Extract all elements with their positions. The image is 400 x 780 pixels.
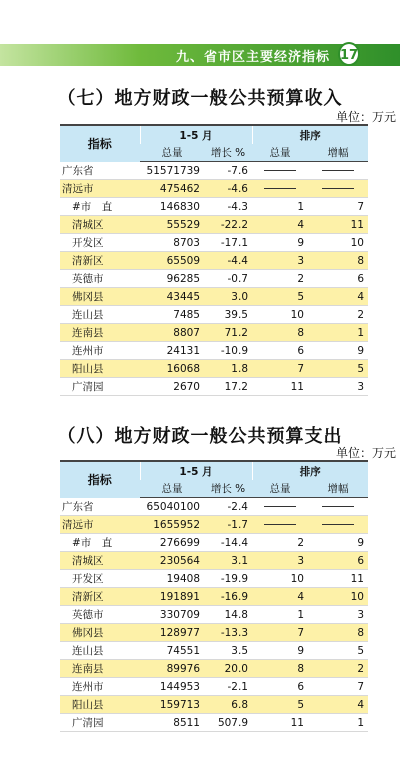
cell-rank-growth: 8 bbox=[308, 624, 368, 642]
cell-rank-growth bbox=[308, 180, 368, 198]
header-total: 总量 bbox=[140, 144, 204, 162]
cell-rank-growth: 3 bbox=[308, 378, 368, 396]
cell-rank-total: 1 bbox=[252, 198, 308, 216]
cell-growth: 14.8 bbox=[204, 606, 252, 624]
table-row bbox=[60, 588, 368, 606]
cell-name: 连南县 bbox=[60, 324, 140, 342]
cell-rank-total: 2 bbox=[252, 270, 308, 288]
cell-rank-growth: 10 bbox=[308, 234, 368, 252]
cell-rank-total: 1 bbox=[252, 606, 308, 624]
cell-growth: -4.4 bbox=[204, 252, 252, 270]
table-row bbox=[60, 714, 368, 732]
cell-growth: 3.1 bbox=[204, 552, 252, 570]
cell-rank-total bbox=[252, 162, 308, 180]
cell-growth: -4.6 bbox=[204, 180, 252, 198]
cell-total: 55529 bbox=[140, 216, 204, 234]
header-rank-total: 总量 bbox=[252, 480, 308, 498]
cell-rank-growth: 3 bbox=[308, 606, 368, 624]
cell-name: 广东省 bbox=[60, 162, 140, 180]
cell-total: 276699 bbox=[140, 534, 204, 552]
cell-total: 2670 bbox=[140, 378, 204, 396]
cell-rank-total: 4 bbox=[252, 216, 308, 234]
cell-rank-total: 11 bbox=[252, 378, 308, 396]
cell-growth: -16.9 bbox=[204, 588, 252, 606]
cell-name: 开发区 bbox=[60, 234, 140, 252]
cell-rank-growth: 7 bbox=[308, 678, 368, 696]
header-ranking: 排序 bbox=[252, 461, 368, 480]
cell-growth: 20.0 bbox=[204, 660, 252, 678]
cell-name: #市 直 bbox=[60, 198, 140, 216]
cell-rank-growth: 9 bbox=[308, 534, 368, 552]
cell-rank-total: 11 bbox=[252, 714, 308, 732]
cell-total: 159713 bbox=[140, 696, 204, 714]
cell-rank-total: 2 bbox=[252, 534, 308, 552]
cell-rank-total: 7 bbox=[252, 624, 308, 642]
cell-rank-total: 5 bbox=[252, 288, 308, 306]
cell-rank-growth: 9 bbox=[308, 342, 368, 360]
cell-rank-total: 9 bbox=[252, 642, 308, 660]
cell-rank-growth: 11 bbox=[308, 216, 368, 234]
table-row bbox=[60, 678, 368, 696]
cell-name: 清城区 bbox=[60, 552, 140, 570]
cell-growth: -13.3 bbox=[204, 624, 252, 642]
cell-name: 阳山县 bbox=[60, 696, 140, 714]
cell-growth: -10.9 bbox=[204, 342, 252, 360]
table-row bbox=[60, 162, 368, 180]
header-rank-growth: 增幅 bbox=[308, 480, 368, 498]
cell-rank-growth bbox=[308, 162, 368, 180]
cell-name: 清远市 bbox=[60, 180, 140, 198]
cell-name: 清城区 bbox=[60, 216, 140, 234]
header-ranking: 排序 bbox=[252, 125, 368, 144]
table-row bbox=[60, 660, 368, 678]
cell-total: 8511 bbox=[140, 714, 204, 732]
cell-name: 清新区 bbox=[60, 588, 140, 606]
cell-rank-growth: 1 bbox=[308, 714, 368, 732]
cell-total: 89976 bbox=[140, 660, 204, 678]
not-applicable-dash bbox=[264, 524, 296, 525]
cell-growth: -1.7 bbox=[204, 516, 252, 534]
header-indicator: 指标 bbox=[60, 461, 140, 498]
not-applicable-dash bbox=[264, 506, 296, 507]
cell-name: 开发区 bbox=[60, 570, 140, 588]
cell-total: 65040100 bbox=[140, 498, 204, 516]
cell-total: 65509 bbox=[140, 252, 204, 270]
section1-unit: 单位：万元 bbox=[335, 110, 396, 124]
cell-total: 128977 bbox=[140, 624, 204, 642]
cell-rank-total: 4 bbox=[252, 588, 308, 606]
cell-rank-growth: 5 bbox=[308, 360, 368, 378]
table-row bbox=[60, 552, 368, 570]
cell-growth: -0.7 bbox=[204, 270, 252, 288]
cell-total: 475462 bbox=[140, 180, 204, 198]
cell-rank-total: 8 bbox=[252, 660, 308, 678]
cell-name: 清远市 bbox=[60, 516, 140, 534]
cell-growth: 6.8 bbox=[204, 696, 252, 714]
header-period: 1-5 月 bbox=[140, 461, 252, 480]
table-row bbox=[60, 306, 368, 324]
not-applicable-dash bbox=[264, 188, 296, 189]
cell-total: 330709 bbox=[140, 606, 204, 624]
cell-rank-growth: 7 bbox=[308, 198, 368, 216]
cell-growth: -7.6 bbox=[204, 162, 252, 180]
cell-total: 96285 bbox=[140, 270, 204, 288]
cell-total: 7485 bbox=[140, 306, 204, 324]
header-rank-growth: 增幅 bbox=[308, 144, 368, 162]
cell-rank-total: 6 bbox=[252, 342, 308, 360]
cell-name: 英德市 bbox=[60, 606, 140, 624]
cell-name: 佛冈县 bbox=[60, 288, 140, 306]
cell-rank-growth bbox=[308, 516, 368, 534]
table-row bbox=[60, 498, 368, 516]
cell-growth: 71.2 bbox=[204, 324, 252, 342]
table-row bbox=[60, 378, 368, 396]
cell-rank-growth: 4 bbox=[308, 696, 368, 714]
cell-rank-growth: 11 bbox=[308, 570, 368, 588]
not-applicable-dash bbox=[322, 524, 354, 525]
cell-growth: -14.4 bbox=[204, 534, 252, 552]
cell-total: 146830 bbox=[140, 198, 204, 216]
cell-rank-growth: 6 bbox=[308, 270, 368, 288]
header-total: 总量 bbox=[140, 480, 204, 498]
cell-total: 230564 bbox=[140, 552, 204, 570]
cell-rank-growth bbox=[308, 498, 368, 516]
cell-rank-total: 10 bbox=[252, 570, 308, 588]
expenditure-table-body bbox=[60, 498, 368, 732]
cell-total: 1655952 bbox=[140, 516, 204, 534]
cell-total: 144953 bbox=[140, 678, 204, 696]
cell-growth: -2.1 bbox=[204, 678, 252, 696]
cell-rank-growth: 10 bbox=[308, 588, 368, 606]
section2-unit: 单位：万元 bbox=[335, 446, 396, 460]
cell-name: 连南县 bbox=[60, 660, 140, 678]
cell-name: 广清园 bbox=[60, 714, 140, 732]
table-row bbox=[60, 696, 368, 714]
not-applicable-dash bbox=[322, 188, 354, 189]
table-row bbox=[60, 288, 368, 306]
header-growth: 增长 % bbox=[204, 480, 252, 498]
cell-rank-growth: 5 bbox=[308, 642, 368, 660]
cell-rank-growth: 6 bbox=[308, 552, 368, 570]
table-row bbox=[60, 516, 368, 534]
cell-growth: -4.3 bbox=[204, 198, 252, 216]
cell-rank-total: 5 bbox=[252, 696, 308, 714]
cell-total: 8703 bbox=[140, 234, 204, 252]
cell-growth: -2.4 bbox=[204, 498, 252, 516]
cell-rank-growth: 4 bbox=[308, 288, 368, 306]
cell-growth: 39.5 bbox=[204, 306, 252, 324]
cell-rank-total bbox=[252, 180, 308, 198]
cell-total: 16068 bbox=[140, 360, 204, 378]
cell-name: 佛冈县 bbox=[60, 624, 140, 642]
table-row bbox=[60, 180, 368, 198]
cell-rank-total: 10 bbox=[252, 306, 308, 324]
header-rank-total: 总量 bbox=[252, 144, 308, 162]
cell-rank-growth: 1 bbox=[308, 324, 368, 342]
cell-name: 连州市 bbox=[60, 342, 140, 360]
table-row bbox=[60, 252, 368, 270]
page-header-banner bbox=[0, 40, 400, 70]
header-period: 1-5 月 bbox=[140, 125, 252, 144]
section2-title: （八）地方财政一般公共预算支出 bbox=[57, 426, 343, 447]
cell-rank-growth: 8 bbox=[308, 252, 368, 270]
cell-total: 24131 bbox=[140, 342, 204, 360]
revenue-table bbox=[60, 124, 368, 396]
cell-total: 43445 bbox=[140, 288, 204, 306]
cell-growth: -22.2 bbox=[204, 216, 252, 234]
cell-rank-total: 3 bbox=[252, 552, 308, 570]
cell-name: 广东省 bbox=[60, 498, 140, 516]
cell-growth: -19.9 bbox=[204, 570, 252, 588]
table-row bbox=[60, 198, 368, 216]
table-row bbox=[60, 270, 368, 288]
not-applicable-dash bbox=[322, 170, 354, 171]
revenue-table-body bbox=[60, 162, 368, 396]
cell-name: 连州市 bbox=[60, 678, 140, 696]
cell-name: 清新区 bbox=[60, 252, 140, 270]
cell-rank-total: 7 bbox=[252, 360, 308, 378]
section1-title: （七）地方财政一般公共预算收入 bbox=[57, 88, 343, 109]
table-row bbox=[60, 360, 368, 378]
header-growth: 增长 % bbox=[204, 144, 252, 162]
cell-rank-total bbox=[252, 516, 308, 534]
cell-name: 阳山县 bbox=[60, 360, 140, 378]
table-row bbox=[60, 234, 368, 252]
cell-name: 广清园 bbox=[60, 378, 140, 396]
cell-name: #市 直 bbox=[60, 534, 140, 552]
not-applicable-dash bbox=[322, 506, 354, 507]
cell-name: 英德市 bbox=[60, 270, 140, 288]
cell-growth: 1.8 bbox=[204, 360, 252, 378]
cell-growth: 17.2 bbox=[204, 378, 252, 396]
cell-total: 19408 bbox=[140, 570, 204, 588]
table-row bbox=[60, 570, 368, 588]
header-indicator: 指标 bbox=[60, 125, 140, 162]
cell-rank-total: 8 bbox=[252, 324, 308, 342]
table-row bbox=[60, 324, 368, 342]
cell-rank-total: 6 bbox=[252, 678, 308, 696]
cell-rank-total: 3 bbox=[252, 252, 308, 270]
cell-rank-growth: 2 bbox=[308, 306, 368, 324]
cell-total: 74551 bbox=[140, 642, 204, 660]
not-applicable-dash bbox=[264, 170, 296, 171]
cell-name: 连山县 bbox=[60, 306, 140, 324]
table-row bbox=[60, 216, 368, 234]
cell-growth: -17.1 bbox=[204, 234, 252, 252]
cell-rank-total: 9 bbox=[252, 234, 308, 252]
cell-rank-total bbox=[252, 498, 308, 516]
cell-total: 51571739 bbox=[140, 162, 204, 180]
table-row bbox=[60, 624, 368, 642]
page-number-badge: 17 bbox=[338, 42, 360, 66]
table-row bbox=[60, 642, 368, 660]
table-row bbox=[60, 534, 368, 552]
cell-total: 191891 bbox=[140, 588, 204, 606]
cell-total: 8807 bbox=[140, 324, 204, 342]
cell-growth: 3.5 bbox=[204, 642, 252, 660]
table-row bbox=[60, 342, 368, 360]
expenditure-table bbox=[60, 460, 368, 732]
cell-growth: 3.0 bbox=[204, 288, 252, 306]
table-row bbox=[60, 606, 368, 624]
header-title: 九、省市区主要经济指标 bbox=[175, 50, 330, 65]
cell-name: 连山县 bbox=[60, 642, 140, 660]
cell-growth: 507.9 bbox=[204, 714, 252, 732]
cell-rank-growth: 2 bbox=[308, 660, 368, 678]
